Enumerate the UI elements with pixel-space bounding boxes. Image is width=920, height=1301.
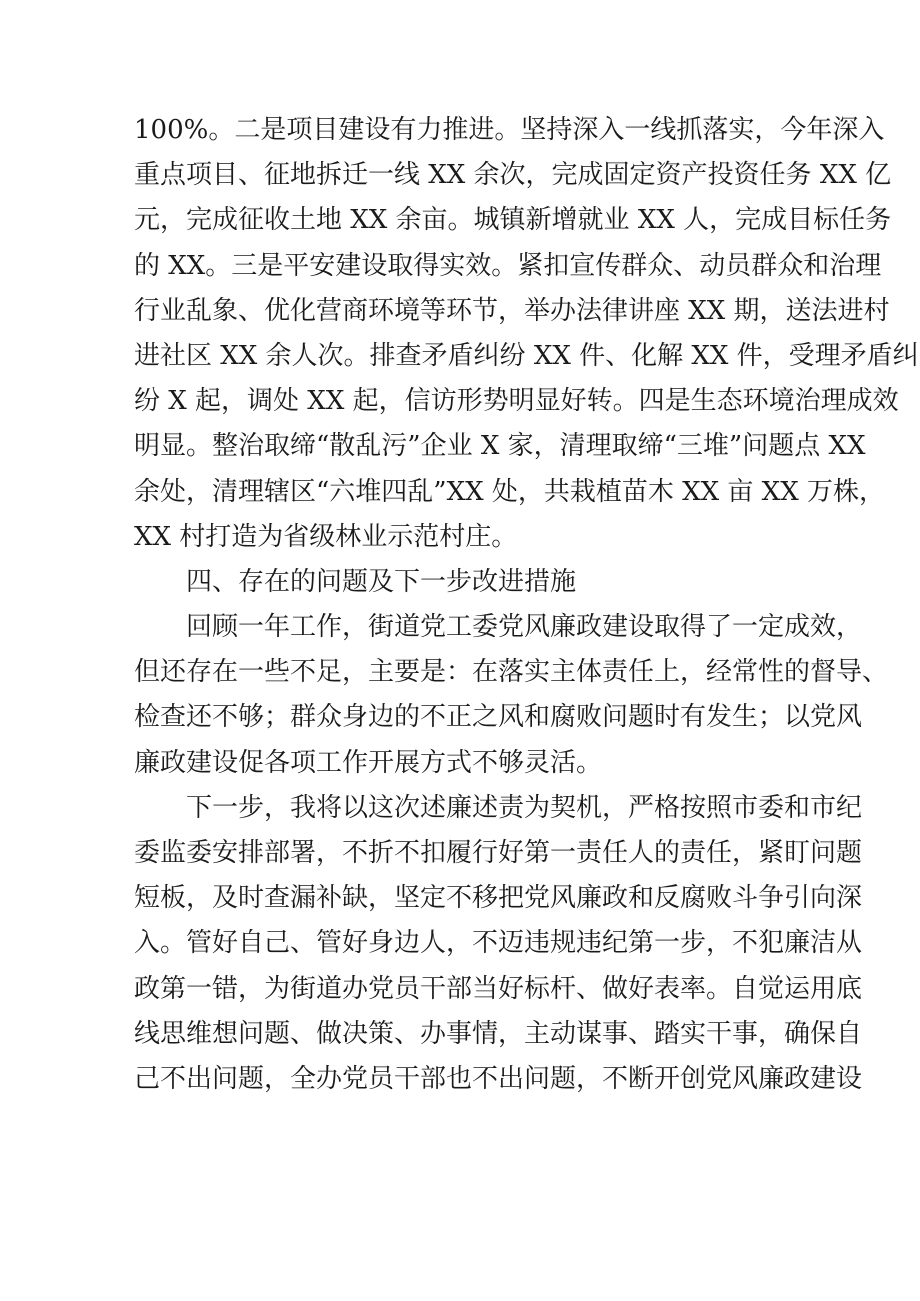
text-line: 入。管好自己、管好身边人，不迈违规违纪第一步，不犯廉洁从 (134, 928, 863, 959)
text-line: 委监委安排部署，不折不扣履行好第一责任人的责任，紧盯问题 (134, 838, 863, 868)
text-line: 回顾一年工作，街道党工委党风廉政建设取得了一定成效， (186, 612, 863, 643)
paragraph-achievements (134, 108, 919, 560)
text-line: 进社区 XX 余人次。排查矛盾纠纷 XX 件、化解 XX 件，受理矛盾纠 (134, 340, 919, 371)
paragraph-review (134, 605, 889, 786)
text-line: 检查还不够；群众身边的不正之风和腐败问题时有发生；以党风 (134, 702, 863, 733)
text-line: 纷 X 起，调处 XX 起，信访形势明显好转。四是生态环境治理成效 (134, 386, 899, 417)
text-line: 己不出问题，全办党员干部也不出问题，不断开创党风廉政建设 (134, 1063, 863, 1094)
text-line: 行业乱象、优化营商环境等环节，举办法律讲座 XX 期，送法进村 (134, 295, 890, 326)
text-line: 下一步，我将以这次述廉述责为契机，严格按照市委和市纪 (186, 792, 863, 823)
text-line: 的 XX。三是平安建设取得实效。紧扣宣传群众、动员群众和治理 (134, 250, 882, 281)
text-line: 廉政建设促各项工作开展方式不够灵活。 (134, 747, 603, 778)
text-line: 政第一错，为街道办党员干部当好标杆、做好表率。自觉运用底 (134, 973, 863, 1004)
text-line: 元，完成征收土地 XX 余亩。城镇新增就业 XX 人，完成目标任务 (134, 205, 892, 236)
text-line: 明显。整治取缔“散乱污”企业 X 家，清理取缔“三堆”问题点 XX (134, 431, 866, 462)
section-heading: 四、存在的问题及下一步改进措施 (186, 566, 577, 597)
text-line: 短板，及时查漏补缺，坚定不移把党风廉政和反腐败斗争引向深 (134, 883, 863, 914)
text-line: 余处，清理辖区“六堆四乱”XX 处，共栽植苗木 XX 亩 XX 万株， (134, 476, 885, 507)
text-line: 重点项目、征地拆迁一线 XX 余次，完成固定资产投资任务 XX 亿 (134, 160, 892, 191)
text-line: 但还存在一些不足，主要是：在落实主体责任上，经常性的督导、 (134, 657, 889, 688)
text-line: XX 村打造为省级林业示范村庄。 (134, 521, 518, 552)
paragraph-next-steps (134, 786, 863, 1102)
document-body (134, 108, 919, 1102)
text-line: 线思维想问题、做决策、办事情，主动谋事、踏实干事，确保自 (134, 1018, 863, 1049)
text-line: 100%。二是项目建设有力推进。坚持深入一线抓落实，今年深入 (134, 115, 885, 145)
